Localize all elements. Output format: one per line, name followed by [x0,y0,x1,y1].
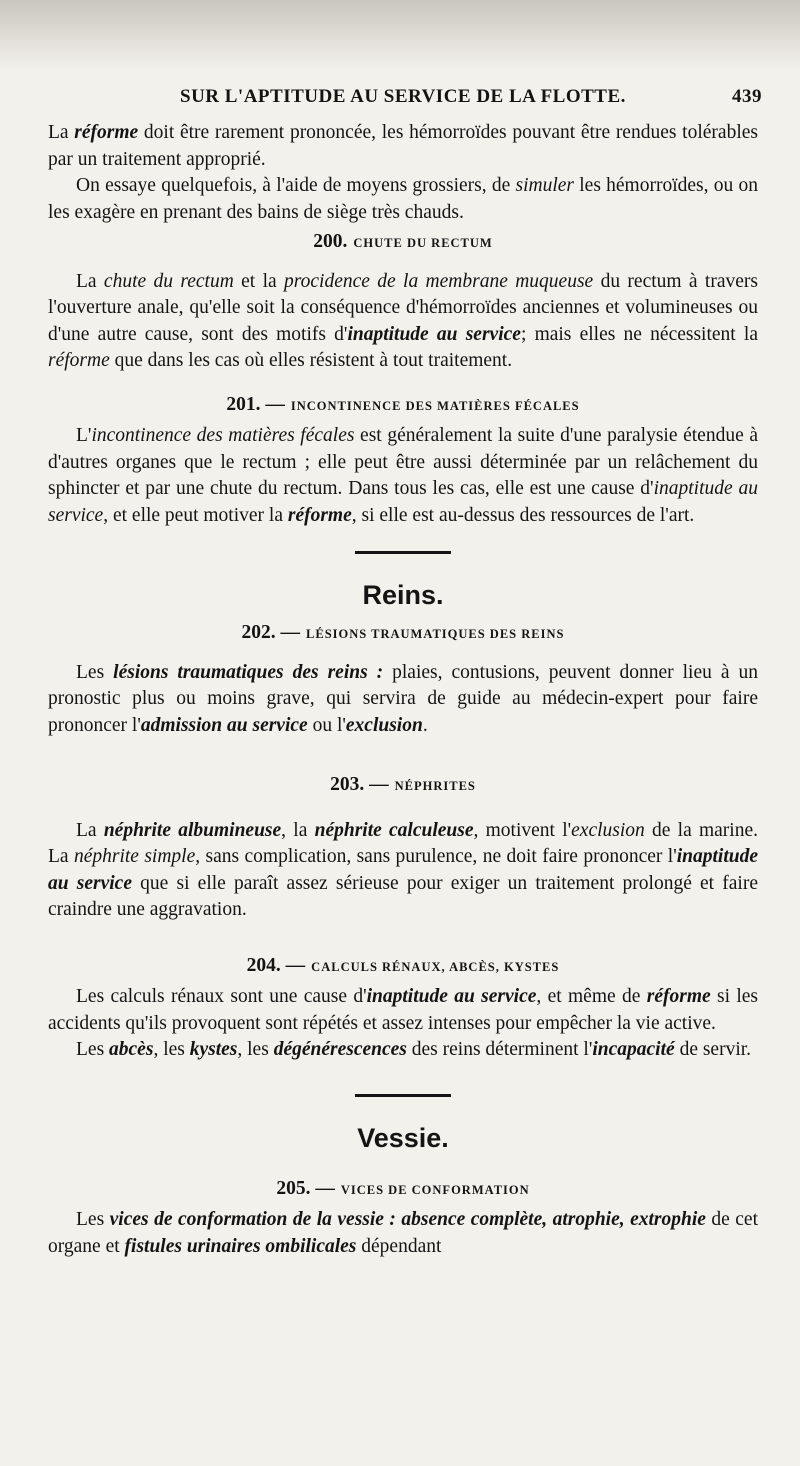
section-heading-202 [48,620,758,648]
paragraph-lesions-traumatiques: Les lésions traumatiques des reins : plaies, contusions, peuvent donner lieu à un pronostic plus ou moins grave, qui servira de guide au médecin-expert pour faire prononcer l'admission au service ou l'exclusion. [48,661,758,736]
section-divider-rule [355,1094,451,1097]
paragraph-abces-kystes: Les abcès, les kystes, les dégénérescences des reins déterminent l'incapacité de servir. [76,1039,752,1060]
section-title: CHUTE DU RECTUM [353,236,493,250]
section-number: 202. — [241,622,301,643]
paragraph-nephrites: La néphrite albumineuse, la néphrite calculeuse, motivent l'exclusion de la marine. La néphrite simple, sans complication, sans purulence, ne doit faire prononcer l'inaptitude au service que si elle paraît assez sérieuse pour exiger un traitement prolongé et faire craindre une aggravation. [48,819,758,920]
section-heading-205 [48,1176,758,1204]
page-content [48,120,758,1260]
section-heading-204 [48,953,758,981]
paragraph-vices-conformation: Les vices de conformation de la vessie : absence complète, atrophie, extrophie de cet organe et fistules urinaires ombilicales dépendant [48,1209,758,1257]
page-header [180,86,762,112]
section-title: VICES DE CONFORMATION [340,1182,530,1197]
section-heading-201 [48,392,758,420]
section-divider-rule [355,551,451,554]
running-title: SUR L'APTITUDE AU SERVICE DE LA FLOTTE. [180,86,626,107]
paragraph-chute-rectum: La chute du rectum et la procidence de la membrane muqueuse du rectum à travers l'ouverture anale, qu'elle soit la conséquence d'hémorroïdes anciennes et volumineuses ou d'une autre cause, sont des motifs d'inaptitude au service; mais elles ne nécessitent la réforme que dans les cas où elles résistent à tout traitement. [48,270,758,371]
section-title: LÉSIONS TRAUMATIQUES DES REINS [306,627,565,641]
page-number: 439 [732,86,762,107]
paragraph-reforme-hemorroides: La réforme doit être rarement prononcée, les hémorroïdes pouvant être rendues tolérables par un traitement approprié. [48,122,758,170]
paragraph-incontinence: L'incontinence des matières fécales est généralement la suite d'une paralysie étendue à d'autres organes que le rectum ; elle peut être aussi déterminée par un relâchement du sphincter et par une chute du rectum. Dans tous les cas, elle est une cause d'inaptitude au service, et elle peut motiver la réforme, si elle est au-dessus des ressources de l'art. [48,425,758,526]
section-number: 205. — [276,1177,335,1199]
paragraph-simulation: On essaye quelquefois, à l'aide de moyens grossiers, de simuler les hémorroïdes, ou on les exagère en prenant des bains de siège très chauds. [48,175,758,223]
section-number: 204. — [246,954,306,976]
section-title: INCONTINENCE DES MATIÈRES FÉCALES [290,398,580,413]
section-title: CALCULS RÉNAUX, ABCÈS, KYSTES [311,959,560,974]
section-number: 200. [313,231,348,252]
section-heading-203 [48,772,758,800]
chapter-title-vessie: Vessie. [357,1122,449,1153]
section-heading-200 [48,229,758,257]
paragraph-calculs-renaux: Les calculs rénaux sont une cause d'inaptitude au service, et même de réforme si les accidents qu'ils provoquent sont répétés et assez intenses pour empêcher la vie active. [48,986,759,1034]
chapter-title-reins: Reins. [362,580,444,610]
section-number: 203. — [330,774,389,795]
scan-top-edge [0,0,800,70]
section-title: NÉPHRITES [394,779,476,793]
section-number: 201. — [226,393,285,415]
